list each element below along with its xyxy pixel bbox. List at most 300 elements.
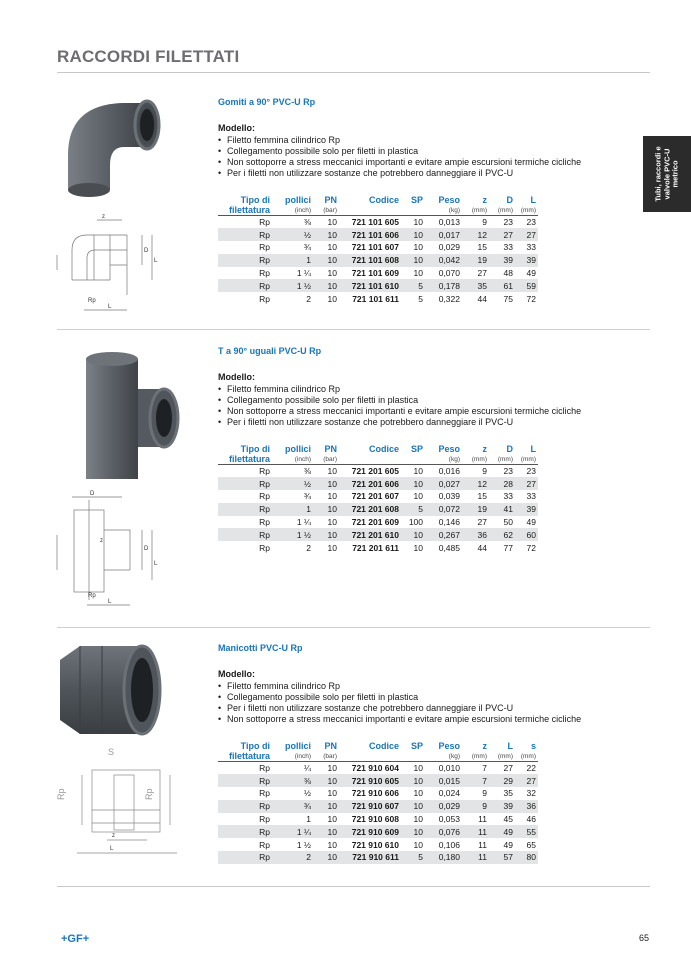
table-cell: 9 xyxy=(482,217,487,228)
dim-label-l2: L xyxy=(108,304,112,310)
table-cell: 10 xyxy=(327,517,337,528)
table-row xyxy=(218,503,538,516)
table-cell: 10 xyxy=(313,279,339,292)
table-cell: 55 xyxy=(515,825,538,838)
list-item: • Per i filetti non utilizzare sostanze che potrebbero danneggiare il PVC-U xyxy=(218,168,581,179)
unit-label xyxy=(401,751,425,762)
table-cell: 1 ½ xyxy=(272,279,313,292)
unit-label: (mm) xyxy=(462,205,489,216)
elbow-illustration xyxy=(52,95,202,320)
table-cell: 27 xyxy=(515,228,538,241)
table-cell: 5 xyxy=(418,293,423,304)
table-cell: 11 xyxy=(462,851,489,864)
title-divider xyxy=(57,72,650,73)
footer-divider xyxy=(57,886,650,887)
spec-table xyxy=(218,443,538,554)
table-cell: 10 xyxy=(327,268,337,279)
table-cell: 23 xyxy=(526,217,536,228)
table-cell: 7 xyxy=(482,763,487,774)
table-cell: 27 xyxy=(515,774,538,787)
table-cell: 48 xyxy=(503,268,513,279)
dim-label-d: D xyxy=(144,248,149,254)
unit-label xyxy=(339,205,401,216)
tee-photo xyxy=(52,345,202,480)
table-cell: 721 201 606 xyxy=(339,477,401,490)
table-cell: 721 910 604 xyxy=(351,763,399,774)
table-cell: 10 xyxy=(413,217,423,228)
table-cell: 23 xyxy=(526,466,536,477)
table-cell: 33 xyxy=(526,491,536,502)
table-cell: 2 xyxy=(272,851,313,864)
socket-technical-drawing xyxy=(52,745,202,875)
feature-list xyxy=(218,681,581,725)
dim-label-l: L xyxy=(154,258,158,264)
col-header: Tipo di xyxy=(240,741,270,751)
table-cell: 65 xyxy=(526,839,536,850)
dim-label-rp: Rp xyxy=(88,298,96,304)
table-cell: 0,010 xyxy=(438,763,460,774)
model-label: Modello: xyxy=(218,372,255,382)
socket-photo xyxy=(52,640,202,740)
list-item: • Collegamento possibile solo per filetti in plastica xyxy=(218,395,581,406)
list-item: • Non sottoporre a stress meccanici importanti e evitare ampie escursioni termiche cicliche xyxy=(218,714,581,725)
table-cell: 721 201 607 xyxy=(351,491,399,502)
list-item: • Filetto femmina cilindrico Rp xyxy=(218,384,581,395)
table-cell: 10 xyxy=(327,788,337,799)
section-divider xyxy=(57,627,650,628)
col-header: L xyxy=(507,741,513,751)
table-row xyxy=(218,216,538,229)
col-header: Peso xyxy=(438,195,460,205)
table-cell: 12 xyxy=(462,228,489,241)
table-row xyxy=(218,465,538,478)
table-cell: 9 xyxy=(482,788,487,799)
table-cell: 60 xyxy=(515,528,538,541)
table-cell: 27 xyxy=(515,477,538,490)
spec-table xyxy=(218,194,538,305)
table-cell: 10 xyxy=(327,839,337,850)
table-cell: 2 xyxy=(306,293,311,304)
col-header: Peso xyxy=(438,741,460,751)
table-row xyxy=(218,851,538,864)
table-row xyxy=(218,228,538,241)
table-cell: ⅜ xyxy=(303,466,311,477)
table-cell: 0,322 xyxy=(438,293,460,304)
table-cell: Rp xyxy=(218,825,272,838)
table-cell: 49 xyxy=(489,825,515,838)
table-cell: Rp xyxy=(259,217,270,228)
table-cell: ½ xyxy=(303,788,311,799)
dim-label-l: L xyxy=(110,846,114,852)
unit-label: (mm) xyxy=(489,751,515,762)
list-item: • Non sottoporre a stress meccanici importanti e evitare ampie escursioni termiche cicliche xyxy=(218,157,581,168)
col-header: PN xyxy=(324,444,337,454)
table-cell: 1 ½ xyxy=(272,528,313,541)
table-row xyxy=(218,477,538,490)
table-row xyxy=(218,774,538,787)
table-cell: 39 xyxy=(489,800,515,813)
table-cell: Rp xyxy=(259,268,270,279)
elbow-technical-drawing xyxy=(52,210,202,320)
col-header: pollici xyxy=(284,195,311,205)
table-cell: 27 xyxy=(477,268,487,279)
unit-label: (inch) xyxy=(272,454,313,465)
table-cell: 10 xyxy=(401,254,425,267)
table-cell: 33 xyxy=(526,242,536,253)
table-row xyxy=(218,541,538,554)
table-cell: 10 xyxy=(401,228,425,241)
table-cell: 721 910 611 xyxy=(339,851,401,864)
table-body xyxy=(218,465,538,555)
unit-label: (bar) xyxy=(313,454,339,465)
table-cell: 10 xyxy=(313,774,339,787)
table-cell: 10 xyxy=(413,268,423,279)
table-cell: 10 xyxy=(327,293,337,304)
col-header: Codice xyxy=(368,444,399,454)
dim-label-z: z xyxy=(100,538,103,544)
table-cell: 11 xyxy=(478,839,487,850)
unit-label: (bar) xyxy=(313,205,339,216)
table-cell: 10 xyxy=(413,839,423,850)
table-cell: Rp xyxy=(218,254,272,267)
table-cell: 721 101 611 xyxy=(352,293,399,304)
table-cell: 721 101 605 xyxy=(351,217,399,228)
col-header: s xyxy=(530,741,536,751)
table-cell: 0,015 xyxy=(425,774,462,787)
table-cell: 0,024 xyxy=(438,788,460,799)
table-cell: 59 xyxy=(515,279,538,292)
list-item: • Collegamento possibile solo per filetti in plastica xyxy=(218,692,581,703)
table-cell: 721 101 610 xyxy=(339,279,401,292)
table-cell: 10 xyxy=(313,228,339,241)
table-cell: 0,267 xyxy=(425,528,462,541)
unit-label: (mm) xyxy=(489,205,515,216)
section-title: Gomiti a 90° PVC-U Rp xyxy=(218,97,316,107)
table-cell: 80 xyxy=(515,851,538,864)
table-cell: ⅜ xyxy=(303,217,311,228)
table-row xyxy=(218,800,538,813)
table-cell: 10 xyxy=(313,254,339,267)
table-cell: 5 xyxy=(401,503,425,516)
unit-label xyxy=(401,454,425,465)
table-cell: ¾ xyxy=(303,242,311,253)
table-cell: 10 xyxy=(413,814,423,825)
table-cell: 0,013 xyxy=(438,217,460,228)
dim-label-rp-left: Rp xyxy=(56,788,66,800)
table-cell: Rp xyxy=(259,763,270,774)
table-cell: 10 xyxy=(401,477,425,490)
table-row xyxy=(218,528,538,541)
table-cell: 1 xyxy=(272,503,313,516)
table-cell: Rp xyxy=(218,851,272,864)
col-header: Tipo di xyxy=(240,444,270,454)
socket-illustration xyxy=(52,640,202,875)
table-cell: 10 xyxy=(313,503,339,516)
table-cell: 10 xyxy=(327,217,337,228)
unit-label: (kg) xyxy=(425,454,462,465)
table-cell: 0,042 xyxy=(425,254,462,267)
unit-label: (mm) xyxy=(489,454,515,465)
table-cell: 10 xyxy=(313,800,339,813)
col-header: D xyxy=(506,195,513,205)
table-cell: 0,029 xyxy=(425,800,462,813)
unit-label: (mm) xyxy=(515,454,538,465)
spec-table xyxy=(218,740,538,864)
table-cell: 0,485 xyxy=(438,542,460,553)
unit-label: (mm) xyxy=(462,751,489,762)
section-title: T a 90° uguali PVC-U Rp xyxy=(218,346,322,356)
table-cell: 100 xyxy=(408,517,423,528)
table-cell: 72 xyxy=(526,542,536,553)
table-row xyxy=(218,825,538,838)
table-cell: 46 xyxy=(526,814,536,825)
table-cell: 0,027 xyxy=(425,477,462,490)
table-cell: 721 101 608 xyxy=(339,254,401,267)
table-cell: 32 xyxy=(526,788,536,799)
table-cell: 36 xyxy=(515,800,538,813)
unit-label xyxy=(339,751,401,762)
list-item: • Per i filetti non utilizzare sostanze che potrebbero danneggiare il PVC-U xyxy=(218,417,581,428)
table-cell: 721 101 606 xyxy=(339,228,401,241)
table-cell: 10 xyxy=(313,528,339,541)
table-cell: ¾ xyxy=(272,800,313,813)
table-cell: 39 xyxy=(515,503,538,516)
table-cell: 62 xyxy=(489,528,515,541)
table-cell: Rp xyxy=(218,800,272,813)
table-body xyxy=(218,216,538,306)
table-cell: 10 xyxy=(413,491,423,502)
table-cell: Rp xyxy=(259,491,270,502)
table-cell: 721 910 610 xyxy=(351,839,399,850)
table-cell: 9 xyxy=(462,800,489,813)
table-cell: ½ xyxy=(272,477,313,490)
table-row xyxy=(218,241,538,254)
unit-label: (kg) xyxy=(425,205,462,216)
table-cell: 49 xyxy=(503,839,513,850)
table-cell: 41 xyxy=(489,503,515,516)
table-cell: Rp xyxy=(259,788,270,799)
col-header: SP xyxy=(410,741,423,751)
table-cell: 10 xyxy=(401,528,425,541)
table-cell: 11 xyxy=(478,814,487,825)
model-label: Modello: xyxy=(218,669,255,679)
table-cell: 35 xyxy=(462,279,489,292)
table-cell: 9 xyxy=(482,466,487,477)
table-cell: 11 xyxy=(462,825,489,838)
table-row xyxy=(218,254,538,267)
list-item: • Per i filetti non utilizzare sostanze che potrebbero danneggiare il PVC-U xyxy=(218,703,581,714)
table-cell: 0,076 xyxy=(425,825,462,838)
table-cell: Rp xyxy=(218,774,272,787)
table-cell: 29 xyxy=(489,774,515,787)
col-header: filettatura xyxy=(218,205,272,216)
col-header: z xyxy=(482,741,487,751)
page-number: 65 xyxy=(639,933,650,943)
unit-label xyxy=(401,205,425,216)
dim-label-l2: L xyxy=(108,599,112,605)
col-header: L xyxy=(530,195,536,205)
table-cell: 10 xyxy=(313,477,339,490)
table-cell: 721 101 607 xyxy=(351,242,399,253)
table-cell: 10 xyxy=(401,774,425,787)
table-cell: 1 xyxy=(306,814,311,825)
table-cell: Rp xyxy=(218,503,272,516)
table-row xyxy=(218,762,538,775)
col-header: Codice xyxy=(368,741,399,751)
table-cell: 10 xyxy=(413,542,423,553)
unit-label: (inch) xyxy=(272,751,313,762)
dim-label-z: z xyxy=(102,214,105,220)
table-cell: 721 101 609 xyxy=(351,268,399,279)
list-item: • Collegamento possibile solo per filetti in plastica xyxy=(218,146,581,157)
table-cell: 721 201 605 xyxy=(351,466,399,477)
table-cell: 49 xyxy=(526,268,536,279)
table-cell: 721 910 609 xyxy=(339,825,401,838)
table-cell: Rp xyxy=(218,279,272,292)
table-cell: Rp xyxy=(259,242,270,253)
table-cell: 23 xyxy=(503,466,513,477)
table-cell: 1 ½ xyxy=(296,839,311,850)
unit-label xyxy=(339,454,401,465)
table-cell: 39 xyxy=(489,254,515,267)
table-cell: 10 xyxy=(327,242,337,253)
table-cell: 721 910 606 xyxy=(351,788,399,799)
brand-logo[interactable]: +GF+ xyxy=(61,933,90,945)
list-item: • Filetto femmina cilindrico Rp xyxy=(218,135,581,146)
table-cell: 19 xyxy=(462,254,489,267)
table-cell: 0,070 xyxy=(438,268,460,279)
table-cell: 57 xyxy=(489,851,515,864)
table-cell: 1 ¼ xyxy=(296,517,311,528)
col-header: pollici xyxy=(284,444,311,454)
table-cell: 44 xyxy=(477,542,487,553)
table-cell: 10 xyxy=(327,542,337,553)
table-cell: 10 xyxy=(413,788,423,799)
dim-label-l: L xyxy=(154,561,158,567)
table-cell: ⅜ xyxy=(272,774,313,787)
table-cell: 1 xyxy=(272,254,313,267)
list-item: • Non sottoporre a stress meccanici importanti e evitare ampie escursioni termiche cicliche xyxy=(218,406,581,417)
tee-technical-drawing xyxy=(52,485,202,615)
col-header: L xyxy=(530,444,536,454)
model-label: Modello: xyxy=(218,123,255,133)
table-cell: 10 xyxy=(327,491,337,502)
col-header: PN xyxy=(324,195,337,205)
unit-label: (mm) xyxy=(515,205,538,216)
col-header: Tipo di xyxy=(240,195,270,205)
table-cell: 0,072 xyxy=(425,503,462,516)
table-cell: 72 xyxy=(526,293,536,304)
table-cell: 1 ¼ xyxy=(272,825,313,838)
table-cell: Rp xyxy=(218,528,272,541)
table-cell: 10 xyxy=(327,763,337,774)
col-header: filettatura xyxy=(218,751,272,762)
tee-illustration xyxy=(52,345,202,615)
table-cell: Rp xyxy=(259,542,270,553)
chapter-side-tab[interactable] xyxy=(643,136,691,212)
table-cell: 10 xyxy=(327,814,337,825)
col-header: SP xyxy=(410,195,423,205)
table-row xyxy=(218,292,538,305)
table-cell: 12 xyxy=(462,477,489,490)
table-cell: 39 xyxy=(515,254,538,267)
table-body xyxy=(218,762,538,864)
table-cell: 19 xyxy=(462,503,489,516)
table-cell: ¾ xyxy=(303,491,311,502)
col-header: pollici xyxy=(284,741,311,751)
table-cell: Rp xyxy=(218,228,272,241)
table-cell: 10 xyxy=(401,800,425,813)
table-cell: 721 910 607 xyxy=(339,800,401,813)
table-cell: 2 xyxy=(306,542,311,553)
table-cell: 10 xyxy=(313,851,339,864)
dim-label-rp: Rp xyxy=(88,593,96,599)
table-cell: 0,039 xyxy=(438,491,460,502)
table-cell: 10 xyxy=(327,466,337,477)
dim-label-s: S xyxy=(108,747,115,757)
table-cell: 0,178 xyxy=(425,279,462,292)
col-header: Codice xyxy=(368,195,399,205)
list-item: • Filetto femmina cilindrico Rp xyxy=(218,681,581,692)
table-cell: 5 xyxy=(401,279,425,292)
table-cell: 7 xyxy=(462,774,489,787)
unit-label: (mm) xyxy=(515,751,538,762)
feature-list xyxy=(218,384,581,428)
table-cell: 27 xyxy=(477,517,487,528)
table-cell: 10 xyxy=(313,825,339,838)
section-title: Manicotti PVC-U Rp xyxy=(218,643,303,653)
col-header: Peso xyxy=(438,444,460,454)
table-row xyxy=(218,813,538,826)
col-header: PN xyxy=(324,741,337,751)
table-cell: 0,053 xyxy=(438,814,460,825)
table-cell: 721 201 609 xyxy=(351,517,399,528)
table-row xyxy=(218,516,538,529)
table-cell: Rp xyxy=(259,466,270,477)
table-cell: 0,016 xyxy=(438,466,460,477)
table-cell: 27 xyxy=(489,228,515,241)
table-row xyxy=(218,267,538,280)
table-cell: 0,180 xyxy=(425,851,462,864)
table-cell: Rp xyxy=(259,517,270,528)
col-header: D xyxy=(506,444,513,454)
table-cell: 721 201 611 xyxy=(352,542,399,553)
dim-label-d: D xyxy=(144,546,149,552)
unit-label: (inch) xyxy=(272,205,313,216)
page-title: RACCORDI FILETTATI xyxy=(57,47,240,66)
table-cell: 33 xyxy=(503,491,513,502)
table-cell: 0,106 xyxy=(438,839,460,850)
table-cell: 10 xyxy=(413,763,423,774)
table-cell: 28 xyxy=(489,477,515,490)
table-row xyxy=(218,490,538,503)
table-cell: 27 xyxy=(503,763,513,774)
side-tab-label: Tubi, raccordi e valvole PVC-U metrico xyxy=(653,146,680,202)
table-cell: 0,146 xyxy=(438,517,460,528)
table-cell: 721 201 608 xyxy=(339,503,401,516)
table-cell: 35 xyxy=(503,788,513,799)
table-cell: 0,029 xyxy=(438,242,460,253)
table-cell: 10 xyxy=(413,466,423,477)
table-cell: 10 xyxy=(401,825,425,838)
col-header: SP xyxy=(410,444,423,454)
col-header: filettatura xyxy=(218,454,272,465)
table-cell: 5 xyxy=(401,851,425,864)
table-cell: 15 xyxy=(477,491,487,502)
dim-label-d-top: D xyxy=(90,491,95,497)
table-cell: 33 xyxy=(503,242,513,253)
dim-label-z: z xyxy=(112,833,115,839)
